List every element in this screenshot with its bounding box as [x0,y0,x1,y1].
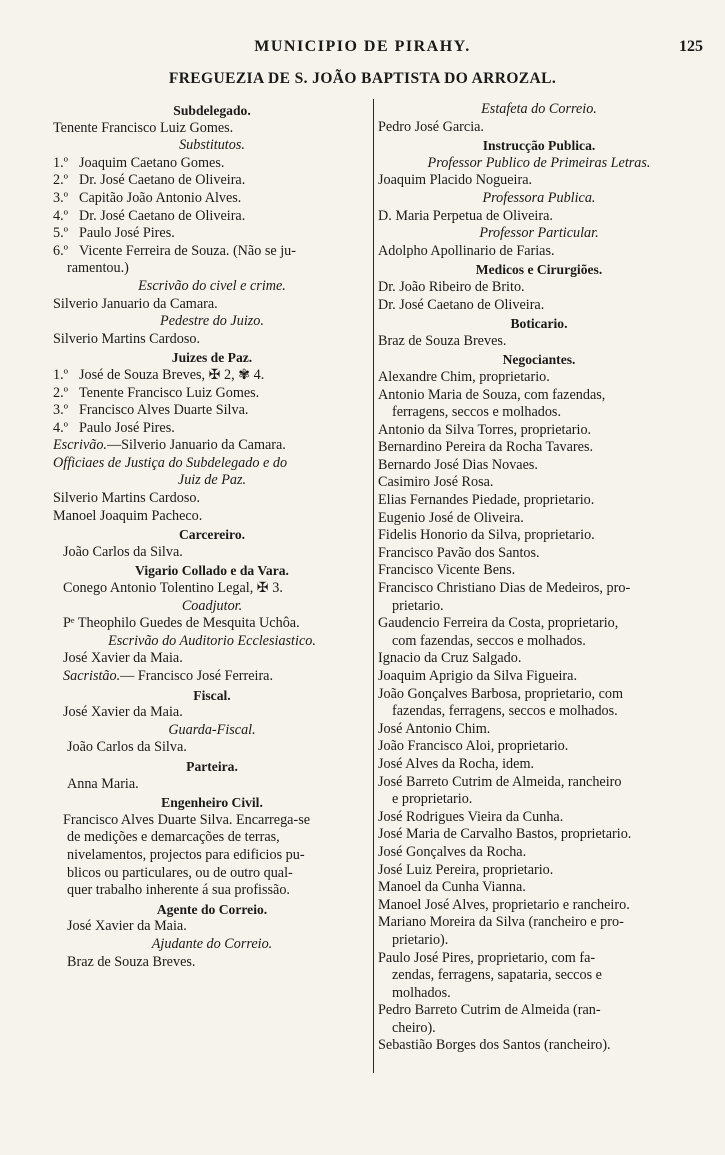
entry-line: Joaquim Placido Nogueira. [378,172,533,189]
entry-line: Braz de Souza Breves. [67,953,196,970]
list-item [378,387,700,422]
section-heading: Boticario. [510,316,568,332]
entry-line: Francisco Vicente Bens. [378,562,516,579]
entry-number: 4.º [53,419,69,436]
entry-line: Antonio da Silva Torres, proprietario. [378,421,592,438]
entry-line [53,437,371,455]
numbered-entry [53,225,371,243]
entry-continuation: ramentou.) [67,260,129,277]
entry-label: Sacristão. [63,668,121,684]
section-heading: Professor Particular. [479,225,599,242]
list-item [378,914,700,949]
parish-title: FREGUEZIA DE S. JOÃO BAPTISTA DO ARROZAL. [168,70,557,87]
entry-continuation: prietario. [392,597,444,614]
entry-line: Francisco Christiano Dias de Medeiros, pro- [378,580,631,597]
left-column [53,101,371,971]
entry-line: José Xavier da Maia. [67,918,187,935]
list-item [378,369,700,387]
section-heading: Agente do Correio. [156,901,268,917]
entry-line: João Carlos da Silva. [67,739,187,756]
entry-line: José Xavier da Maia. [63,650,183,667]
entry-number: 4.º [53,207,69,224]
list-item [378,615,700,650]
entry-number: 3.º [53,402,69,419]
entry-name: — Francisco José Ferreira. [120,668,274,684]
numbered-entry [53,385,371,403]
entry-name: Paulo José Pires. [79,225,175,242]
section-heading: Escrivão do civel e crime. [138,277,286,294]
entry-number: 2.º [53,172,69,189]
entry-line: Braz de Souza Breves. [378,332,507,349]
entry-line: Francisco Pavão dos Santos. [378,544,540,561]
entry-line: nivelamentos, projectos para edificios pu- [67,846,305,863]
list-item [378,879,700,897]
entry-line: João Carlos da Silva. [63,543,183,560]
list-item [378,439,700,457]
section-heading: Officiaes de Justiça do Subdelegado e do [53,454,288,471]
entry-continuation: prietario). [392,931,449,948]
entry-line: Antonio Maria de Souza, com fazendas, [378,386,606,403]
list-item [378,527,700,545]
numbered-entry [53,402,371,420]
entry-line: Dr. José Caetano de Oliveira. [378,296,545,313]
entry-number: 6.º [53,242,69,259]
entry-line: D. Maria Perpetua de Oliveira. [378,207,553,224]
entry-line: Silverio Januario da Camara. [53,295,218,312]
section-heading: Subdelegado. [173,103,251,118]
column-divider [373,99,374,1073]
entry-continuation: com fazendas, seccos e molhados. [392,632,586,649]
numbered-entry [53,190,371,208]
entry-line: Paulo José Pires, proprietario, com fa- [378,949,596,966]
list-item [378,721,700,739]
entry-label: Escrivão. [53,437,107,454]
list-item [378,492,700,510]
section-heading: Professora Publica. [482,189,596,206]
list-item [378,809,700,827]
entry-line: José Luiz Pereira, proprietario. [378,861,554,878]
entry-line: Bernardo José Dias Novaes. [378,456,538,473]
list-item [378,510,700,528]
numbered-entry [53,172,371,190]
list-item [378,897,700,915]
entry-number: 5.º [53,225,69,242]
section-heading: Medicos e Cirurgiões. [475,262,603,278]
list-item [378,457,700,475]
entry-line: Alexandre Chim, proprietario. [378,368,550,385]
entry-line: Conego Antonio Tolentino Legal, ✠ 3. [63,580,283,597]
entry-name: Dr. José Caetano de Oliveira. [79,172,246,189]
section-heading: Ajudante do Correio. [151,935,273,952]
entry-line: quer trabalho inherente á sua profissão. [67,882,290,899]
entry-line: José Gonçalves da Rocha. [378,843,527,860]
section-heading: Parteira. [186,758,238,774]
entry-line: Pedro Barreto Cutrim de Almeida (ran- [378,1002,601,1019]
entry-line: Francisco Alves Duarte Silva. Encarrega-se [63,811,311,828]
list-item [378,668,700,686]
list-item [378,686,700,721]
entry-line: Manoel José Alves, proprietario e rancheiro. [378,896,630,913]
entry-line: José Rodrigues Vieira da Cunha. [378,808,564,825]
list-item [378,650,700,668]
entry-continuation: cheiro). [392,1019,436,1036]
entry-name: Joaquim Caetano Gomes. [79,154,225,171]
list-item [378,1037,700,1055]
entry-line: Elias Fernandes Piedade, proprietario. [378,492,595,509]
list-item [378,545,700,563]
list-item [378,422,700,440]
entry-line: Pedro José Garcia. [378,118,484,135]
entry-name: Vicente Ferreira de Souza. (Não se ju- [79,242,296,259]
entry-line: Adolpho Apollinario de Farias. [378,242,555,259]
numbered-entry [53,243,371,261]
entry-line: João Gonçalves Barbosa, proprietario, com [378,685,624,702]
entry-line: José Maria de Carvalho Bastos, proprietario. [378,826,632,843]
entry-name: José de Souza Breves, ✠ 2, ✾ 4. [79,366,265,383]
entry-line: José Xavier da Maia. [63,704,183,721]
page-number: 125 [679,38,703,55]
entry-number: 2.º [53,384,69,401]
entry-line: José Antonio Chim. [378,720,491,737]
entry-line: Ignacio da Cruz Salgado. [378,650,522,667]
list-item [378,950,700,1003]
section-heading: Negociantes. [502,352,576,368]
entry-continuation: zendas, ferragens, sapataria, seccos e [392,967,602,984]
entry-name: Tenente Francisco Luiz Gomes. [79,384,260,401]
entry-continuation: molhados. [392,984,451,1001]
running-header [0,38,725,60]
running-title: MUNICIPIO DE PIRAHY. [254,38,471,55]
section-heading: Engenheiro Civil. [161,795,263,811]
section-heading: Guarda-Fiscal. [168,721,256,738]
entry-line: Manoel da Cunha Vianna. [378,879,526,896]
entry-line: Silverio Martins Cardoso. [53,490,200,507]
entry-continuation: fazendas, ferragens, seccos e molhados. [392,703,618,720]
entry-name: Francisco Alves Duarte Silva. [79,402,249,419]
entry-line [53,668,371,686]
section-heading: Instrucção Publica. [482,138,596,154]
entry-continuation: e proprietario. [392,791,473,808]
list-item [378,580,700,615]
list-item [378,738,700,756]
entry-name: Paulo José Pires. [79,419,175,436]
entry-line: José Barreto Cutrim de Almeida, rancheiro [378,773,622,790]
section-heading: Juizes de Paz. [171,350,253,366]
entry-line: Sebastião Borges dos Santos (rancheiro). [378,1037,611,1054]
entry-line: Eugenio José de Oliveira. [378,509,524,526]
section-heading: Juiz de Paz. [177,472,247,489]
list-item [378,1002,700,1037]
entry-line: Fidelis Honorio da Silva, proprietario. [378,527,595,544]
list-item [378,774,700,809]
numbered-entry [53,155,371,173]
numbered-entry [53,208,371,226]
section-heading: Vigario Collado e da Vara. [135,563,289,579]
entry-number: 3.º [53,189,69,206]
right-column [378,101,700,1055]
section-heading: Substitutos. [179,137,245,154]
list-item [378,474,700,492]
entry-line: Joaquim Aprigio da Silva Figueira. [378,668,577,684]
entry-line: Mariano Moreira da Silva (rancheiro e pro- [378,914,624,931]
section-heading: Coadjutor. [181,597,243,614]
numbered-entry [53,367,371,385]
entry-number: 1.º [53,154,69,171]
entry-line: Manoel Joaquim Pacheco. [53,507,203,524]
entry-line: Tenente Francisco Luiz Gomes. [53,119,234,136]
entry-line: blicos ou particulares, ou de outro qual- [67,864,293,881]
numbered-entry [53,420,371,438]
entry-line: Bernardino Pereira da Rocha Tavares. [378,439,594,456]
entry-line: Dr. João Ribeiro de Brito. [378,278,525,295]
section-heading: Pedestre do Juizo. [160,313,264,330]
list-item [378,826,700,844]
entry-name: Dr. José Caetano de Oliveira. [79,207,246,224]
entry-line: de medições e demarcações de terras, [67,829,280,846]
section-heading: Escrivão do Auditorio Ecclesiastico. [108,632,316,649]
entry-number: 1.º [53,366,69,383]
section-heading: Fiscal. [193,687,231,703]
entry-name: Capitão João Antonio Alves. [79,189,242,206]
entry-line: João Francisco Aloi, proprietario. [378,738,569,755]
entry-name: —Silverio Januario da Camara. [106,437,286,454]
entry-continuation: ferragens, seccos e molhados. [392,404,562,421]
section-heading: Professor Publico de Primeiras Letras. [427,154,651,171]
entry-line: José Alves da Rocha, idem. [378,755,535,772]
entry-line: Gaudencio Ferreira da Costa, proprietario, [378,615,619,632]
section-heading: Estafeta do Correio. [481,101,597,117]
list-item [378,756,700,774]
entry-line: Anna Maria. [67,775,139,792]
list-item [378,862,700,880]
list-item [378,844,700,862]
list-item [378,562,700,580]
entry-line: Casimiro José Rosa. [378,474,494,491]
entry-line: Silverio Martins Cardoso. [53,330,200,347]
entry-line: Pᵉ Theophilo Guedes de Mesquita Uchôa. [63,615,300,632]
section-heading: Carcereiro. [178,527,246,543]
